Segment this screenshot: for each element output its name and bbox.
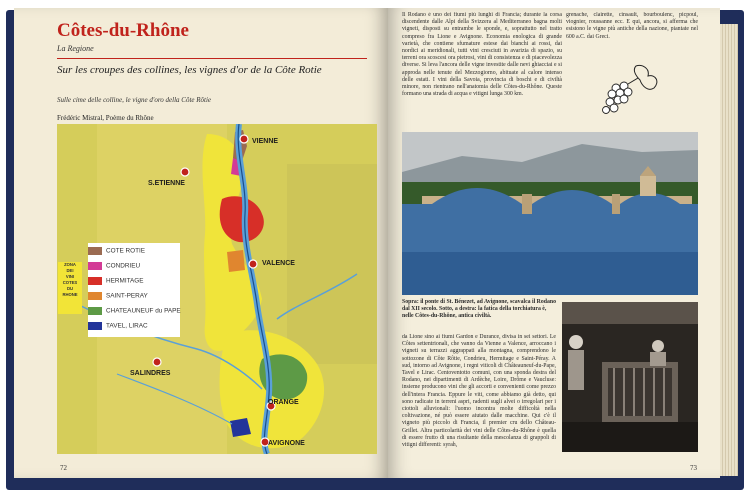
worker-head bbox=[652, 340, 664, 352]
legend-swatch bbox=[88, 292, 102, 300]
worker-head bbox=[569, 335, 583, 349]
river-water-near bbox=[402, 252, 698, 295]
city-dot-st-etienne bbox=[181, 168, 189, 176]
legend-item: HERMITAGE bbox=[88, 277, 144, 287]
text-column-top: Il Rodano è uno dei fiumi più lunghi di Francia; durante la corsa discendente dalle Alpi della Svizzera al Mediterraneo bagna molti vigneti, disposti su entrambe le sponde, e, soprattutto nel tratto compreso fra Lione e Avignone. Economia enologica di grande varietà, che contiene sfumature estese dai bianchi ai rossi, dai nordici ai meridionali, tutti vini cresciuti in avarizia di spazio, su terreni ora scoscesi ora pietrosi, vini di consistenza e di piacevolezza diverse. Si leva l'ancora delle vigne investite dalle nevi ghiacciai e si approda nelle tenute del Mezzogiorno, abituate al calore intenso delle estati. I vini della Savoia, provincia di boschi e di civiltà minore, non rientrano nell'anatomia delle Côtes-du-Rhône. Queste formano una strada di acqua e vitigni lunga 300 km. bbox=[402, 12, 562, 98]
city-dot-salindres bbox=[153, 358, 161, 366]
title-rule bbox=[57, 58, 367, 59]
legend-swatch bbox=[88, 247, 102, 255]
french-headline: Sur les croupes des collines, les vignes d'or de la Côte Rotie bbox=[57, 64, 322, 76]
grapes-icon bbox=[598, 62, 664, 118]
page-number-left: 72 bbox=[60, 464, 67, 472]
city-label-st-etienne: S.ETIENNE bbox=[148, 180, 185, 187]
map-legend bbox=[88, 243, 180, 337]
press-basket bbox=[608, 368, 672, 416]
page-title: Côtes-du-Rhône bbox=[57, 20, 189, 41]
page-number-right: 73 bbox=[690, 464, 697, 472]
bridge-pier bbox=[522, 194, 532, 214]
chapel bbox=[640, 176, 656, 196]
text-column-bottom: da Lione sino ai fiumi Gardon e Durance, divisa in sei settori. Le Côtes settentrionali, che vanno da Vienne a Valence, arroccano i vigneti su terrazzi aggrappati alla montagna, comprendono le sottozone di Côte Rôtie, Condrieu, Hermitage e Saint-Péray. A sud, intorno ad Avignone, i regni viticoli di Châteauneuf-du-Pape, Tavel e Lirac. Centoventotto comuni, con una sponda destra del Rodano, nei dipartimenti di Ardèche, Loire, Drôme e Vaucluse: insieme producono vini che gli accorti e convenienti come prezzo dell'intera Francia. Eppure le viti, come abbiamo già detto, qui sono radicate in terreni aspri, radenti sugli alvei o irregolari per i ciottoli alluvionali: l'uomo incontra molte difficoltà nella coltivazione, né può essere aiutato dalle macchine. Qui c'è il vigneto più piccolo di Francia, il premier cru dello Château-Grillet. Altra particolarità dei vini delle Côtes-du-Rhône è quella di essere frutto di una risultante della mescolanza di grappoli di vitigni differenti: syrah, bbox=[402, 334, 556, 449]
legend-item: TAVEL, LIRAC bbox=[88, 322, 148, 332]
legend-swatch bbox=[88, 307, 102, 315]
worker-body bbox=[568, 350, 584, 390]
page-edges bbox=[720, 24, 738, 476]
cellar-ceiling bbox=[562, 302, 698, 324]
italian-translation: Sulle cime delle colline, le vigne d'oro della Côte Rôtie bbox=[57, 96, 212, 104]
legend-item: CONDRIEU bbox=[88, 262, 140, 272]
worker-body bbox=[650, 352, 666, 366]
cellar-floor bbox=[562, 422, 698, 452]
page-subtitle: La Regione bbox=[57, 44, 94, 53]
legend-swatch bbox=[88, 322, 102, 330]
map-band-east bbox=[287, 164, 377, 364]
zone-label: ZONA DEI VINI COTES DU RHONE bbox=[58, 262, 82, 314]
legend-item: CHATEAUNEUF du PAPE bbox=[88, 307, 181, 317]
quote-attribution: Frédéric Mistral, Poème du Rhône bbox=[57, 114, 154, 122]
legend-item: SAINT-PERAY bbox=[88, 292, 148, 302]
legend-swatch bbox=[88, 262, 102, 270]
legend-item: COTE ROTIE bbox=[88, 247, 145, 257]
zone-saint-peray bbox=[227, 250, 245, 272]
avignon-bridge-photo bbox=[402, 132, 698, 295]
city-label-orange: ORANGE bbox=[268, 399, 299, 406]
city-label-valence: VALENCE bbox=[262, 260, 295, 267]
city-dot-valence bbox=[249, 260, 257, 268]
legend-swatch bbox=[88, 277, 102, 285]
text-column-top-right: grenache, clairette, cinsault, bourboulenc, picpoul, viognier, roussanne ecc. E qui, ancora, si afferma che esistono le vigne più antiche della nazione, piantate nel 600 a.C. dai Greci. bbox=[566, 12, 698, 40]
city-label-vienne: VIENNE bbox=[252, 138, 279, 145]
bridge-pier bbox=[612, 194, 620, 214]
city-label-avignone: AVIGNONE bbox=[268, 440, 305, 447]
photo-caption: Sopra: il ponte di St. Bénezet, ad Avignone, scavalca il Rodano dal XII secolo. Sotto, a destra: la fatica della torchiatura è, nelle Côtes-du-Rhône, antica civiltà. bbox=[402, 299, 557, 319]
city-dot-vienne bbox=[240, 135, 248, 143]
city-label-salindres: SALINDRES bbox=[130, 370, 171, 377]
wine-press-photo bbox=[562, 302, 698, 452]
